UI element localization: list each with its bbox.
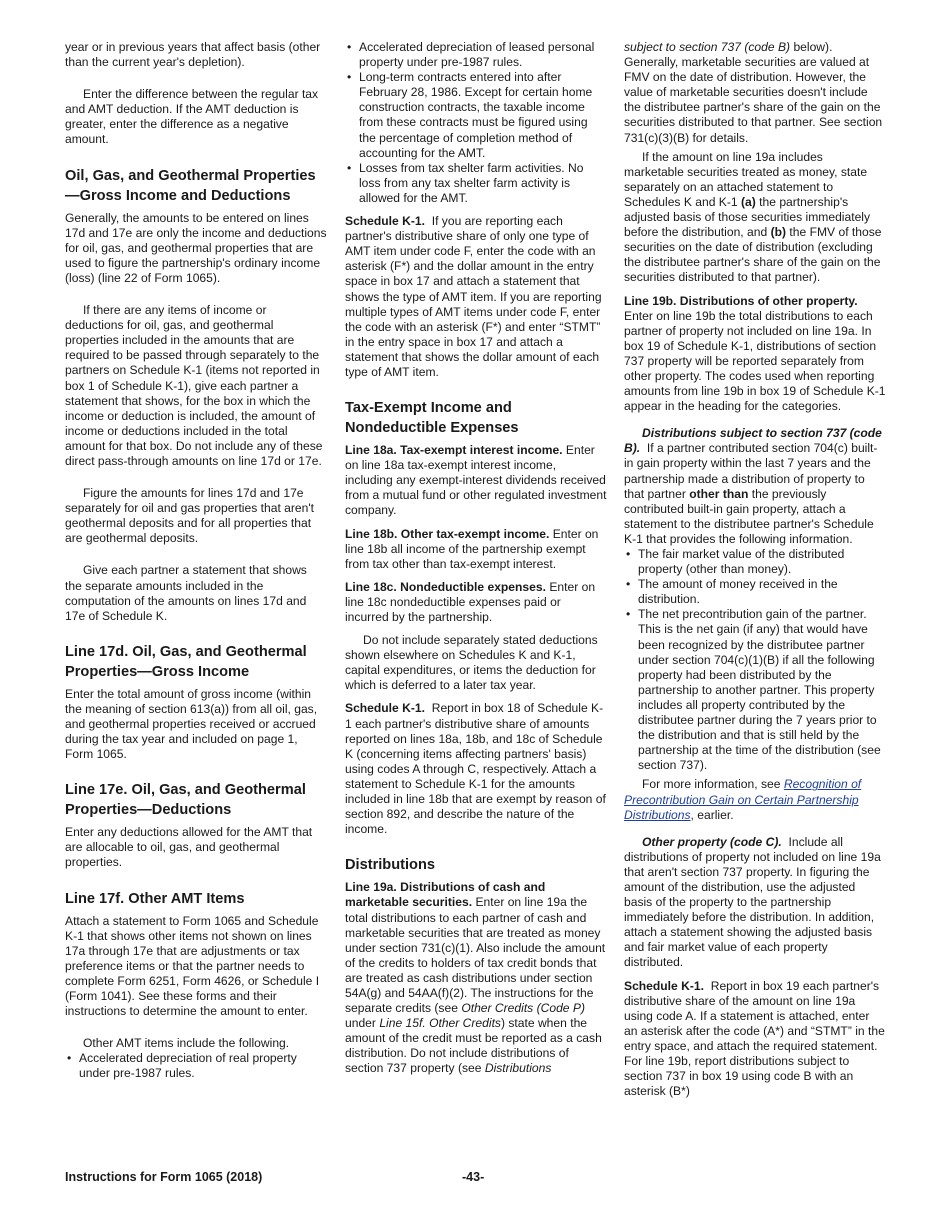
bullet-item: • The amount of money received in the distribution.: [624, 577, 886, 607]
paragraph: [624, 40, 886, 146]
paragraph: [624, 835, 886, 971]
paragraph: Figure the amounts for lines 17d and 17e separately for oil and gas properties that aren't geothermal deposits and for all properties that are geothermal deposits.: [65, 486, 315, 546]
heading-distributions: Distributions: [345, 857, 435, 874]
paragraph-text: under: [345, 1016, 376, 1031]
paragraph-text: the FMV of those securities on the date of distribution (excluding the distributee partner's share of the gain on the securities distributed to that partner).: [624, 225, 882, 285]
bullet-item: • Accelerated depreciation of real property under pre-1987 rules.: [65, 1051, 327, 1081]
run-in-heading: Distributions subject to section 737 (code B).: [624, 426, 882, 456]
bold-marker: (b): [770, 225, 787, 240]
paragraph: [345, 527, 607, 572]
paragraph: [624, 294, 886, 415]
paragraph: Do not include separately stated deductions shown elsewhere on Schedules K and K-1, capital expenditures, or items the deduction for which is deferred to a later tax year.: [345, 633, 598, 693]
paragraph-text: the partnership's adjusted basis of those securities immediately before the distribution, and: [624, 194, 871, 240]
paragraph: [624, 150, 886, 286]
paragraph: [624, 777, 886, 822]
paragraph-text: Enter on line 18c nondeductible expenses paid or incurred by the partnership.: [345, 579, 596, 624]
link-text: Recognition of Precontribution Gain on Certain Partnership Distributions: [624, 777, 862, 822]
column-right: [624, 40, 886, 1107]
paragraph: year or in previous years that affect basis (other than the current year's depletion).: [65, 40, 321, 70]
heading-tax-exempt: Tax-Exempt Income and Nondeductible Expenses: [345, 400, 519, 437]
run-in-heading: Line 19a. Distributions of cash and marketable securities.: [345, 880, 546, 910]
bold-emphasis: other than: [689, 486, 749, 501]
paragraph: [345, 214, 607, 380]
bullet-item: • Long-term contracts entered into after February 28, 1986. Except for certain home construction contracts, the taxable income from these contracts must be figured using the percentage of completion method of accounting for the AMT.: [345, 70, 607, 161]
bold-marker: (a): [741, 194, 756, 209]
heading-line-17e: Line 17e. Oil, Gas, and Geothermal Properties—Deductions: [65, 782, 306, 819]
column-middle: [345, 40, 607, 1085]
paragraph: Enter any deductions allowed for the AMT that are allocable to oil, gas, and geothermal properties.: [65, 825, 313, 870]
italic-ref: Other Credits (Code P): [461, 1001, 585, 1016]
paragraph: If there are any items of income or deductions for oil, gas, and geothermal properties included in the amounts that are required to be passed through separately to the partners on Schedule K-1 (items not reported in box 1 of Schedule K-1), give each partner a statement that shows, for the box in which the income or deduction is included, the amount of income or deductions included in the total amount for that box. Do not include any of these direct pass-through amounts on line 17d or 17e.: [65, 303, 323, 468]
paragraph-text: ) state when the amount of the credit must be reported as a cash distribution. Do not include distributions of section 737 property (see: [345, 1016, 602, 1076]
run-in-heading: Line 19b. Distributions of other property.: [624, 293, 858, 308]
footer-form-title: Instructions for Form 1065 (2018): [65, 1170, 263, 1184]
italic-ref: Distributions: [484, 1061, 552, 1076]
paragraph: Enter the total amount of gross income (within the meaning of section 613(a)) from all oil, gas, and geothermal properties received or accrued during the tax year and included on page 1, Form 1065.: [65, 686, 318, 762]
bullet-item: • Accelerated depreciation of leased personal property under pre-1987 rules.: [345, 40, 607, 70]
paragraph: [345, 580, 607, 625]
column-left: [65, 40, 327, 1082]
heading-oil-gas: Oil, Gas, and Geothermal Properties—Gross Income and Deductions: [65, 167, 316, 204]
paragraph-text: Enter on line 19b the total distributions to each partner of property not included on line 19a. In box 19 of Schedule K-1, distributions of section 737 property will be reported separately from other property. The codes used when reporting amounts from line 19b in box 19 of Schedule K-1 appear in the heading for the categories.: [624, 308, 886, 414]
paragraph: [345, 443, 607, 518]
paragraph: Give each partner a statement that shows the separate amounts included in the computation of the amounts on lines 17d and 17e of Schedule K.: [65, 563, 307, 623]
run-in-heading: Schedule K-1.: [624, 978, 704, 993]
paragraph-text: If a partner contributed section 704(c) built-in gain property within the last 7 years and the partnership made a distribution of property to that partner: [624, 441, 878, 501]
run-in-heading: Other property (code C).: [642, 834, 782, 849]
footer-page-number: -43-: [462, 1170, 485, 1184]
heading-line-17f: Line 17f. Other AMT Items: [65, 890, 245, 907]
paragraph-text: Report in box 19 each partner's distributive share of the amount on line 19a using code A. If a statement is attached, enter an asterisk after the code (A*) and “STMT” in the entry space, and attach the required statement. For line 19b, report distributions subject to section 737 in box 19 using code B with an asterisk (B*): [624, 978, 885, 1099]
heading-line-17d: Line 17d. Oil, Gas, and Geothermal Properties—Gross Income: [65, 643, 307, 680]
run-in-heading: Schedule K-1.: [345, 701, 425, 716]
paragraph-text: Include all distributions of property not included on line 19a that aren't section 737 property. In figuring the amount of the distribution, use the adjusted basis of the property to the partnership immediately before the distribution. In addition, attach a statement showing the adjusted basis and fair market value of each property distributed.: [624, 834, 881, 970]
paragraph-text: Enter on line 18a tax-exempt interest income, including any exempt-interest dividends received from a mutual fund or other regulated investment company.: [345, 443, 607, 518]
paragraph-text: If the amount on line 19a includes marketable securities treated as money, state separately on an attached statement to Schedules K and K-1: [624, 149, 868, 209]
paragraph-text: Enter on line 18b all income of the partnership exempt from tax other than tax-exempt interest.: [345, 526, 599, 571]
paragraph-text: For more information, see: [642, 777, 781, 792]
paragraph: Generally, the amounts to be entered on lines 17d and 17e are only the income and deductions for oil, gas, and geothermal properties that are used to figure the partnership's ordinary income (loss) (line 22 of Form 1065).: [65, 210, 327, 285]
paragraph-text: , earlier.: [690, 807, 734, 822]
paragraph-text: below). Generally, marketable securities are valued at FMV on the date of distribution. However, the value of marketable securities doesn't include the distributee partner's share of the gain on the securities distributed to that partner. See section 731(c)(3)(B) for details.: [624, 40, 883, 145]
paragraph: Other AMT items include the following.: [83, 1036, 290, 1051]
paragraph-text: the previously contributed built-in gain property, attach a statement to the distributee partner's Schedule K-1 that provides the following information.: [624, 486, 874, 546]
italic-ref: Line 15f. Other Credits: [379, 1016, 501, 1031]
paragraph: Attach a statement to Form 1065 and Schedule K-1 that shows other items not shown on lines 17a through 17e that are adjustments or tax preference items or that the partner needs to complete Form 6251, Form 4626, or Schedule I (Form 1041). See these forms and their instructions to determine the amount to enter.: [65, 913, 320, 1019]
paragraph-text: Report in box 18 of Schedule K-1 each partner's distributive share of amounts reported on lines 18a, 18b, and 18c of Schedule K (concerning items affecting partners' basis) using codes A through C, respectively. Attach a statement to Schedule K-1 for the amounts included in line 18b that are exempt by reason of section 892, and describe the nature of the income.: [345, 701, 606, 837]
paragraph: [345, 701, 607, 837]
italic-ref: subject to section 737 (code B): [624, 40, 791, 54]
run-in-heading: Line 18b. Other tax-exempt income.: [345, 526, 550, 541]
bullet-item: • Losses from tax shelter farm activities. No loss from any tax shelter farm activity is allowed for the AMT.: [345, 161, 607, 206]
paragraph: [624, 979, 886, 1100]
run-in-heading: Schedule K-1.: [345, 214, 425, 229]
paragraph: [345, 880, 607, 1076]
paragraph-text: If you are reporting each partner's distributive share of only one type of AMT item under code F, enter the code with an asterisk (F*) and the dollar amount in the entry space in box 17 and attach a statement that shows the type of AMT item. If you are reporting multiple types of AMT items under code F, enter the code with an asterisk (F*) and enter “STMT” in the entry space in box 17 and attach a statement that shows the dollar amount of each type of AMT item.: [345, 214, 602, 379]
run-in-heading: Line 18a. Tax-exempt interest income.: [345, 443, 563, 458]
paragraph-text: Enter on line 19a the total distributions to each partner of cash and marketable securities that are treated as money under section 731(c)(1). Also include the amount of the credits to holders of tax credit bonds that are treated as cash distributions under section 54A(g) and 54AA(f)(2). The instructions for the separate credits (see: [345, 895, 606, 1016]
bullet-item: • The net precontribution gain of the partner. This is the net gain (if any) that would have been recognized by the distributee partner under section 704(c)(1)(B) if all the following property had been distributed by the partnership to another partner. This property includes all property contributed by the distributee partner during the 7 years prior to the distribution and that is still held by the partnership at the time of the distribution (see section 737).: [624, 607, 886, 773]
run-in-heading: Line 18c. Nondeductible expenses.: [345, 579, 546, 594]
bullet-item: • The fair market value of the distributed property (other than money).: [624, 547, 886, 577]
paragraph: Enter the difference between the regular tax and AMT deduction. If the AMT deduction is greater, enter the difference as a negative amount.: [65, 87, 319, 147]
paragraph: [624, 426, 886, 547]
